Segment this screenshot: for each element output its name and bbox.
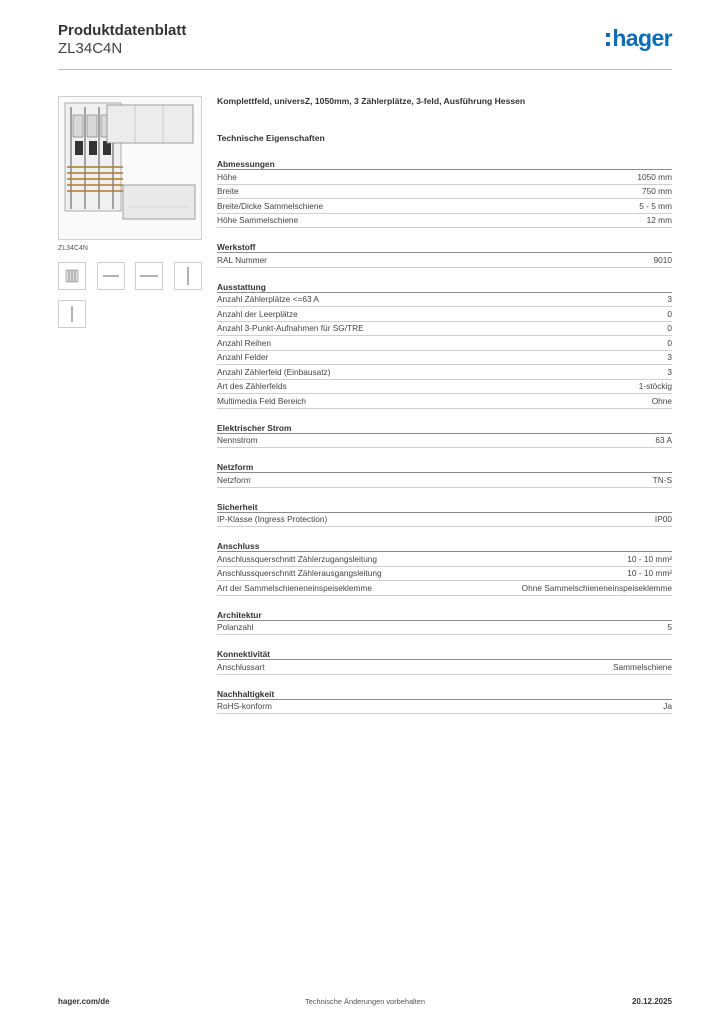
property-row xyxy=(217,307,672,322)
property-row xyxy=(217,434,672,449)
property-row xyxy=(217,567,672,582)
group-title: Ausstattung xyxy=(217,281,672,293)
property-row xyxy=(217,380,672,395)
property-value: 0 xyxy=(667,308,672,319)
property-label: Multimedia Feld Bereich xyxy=(217,395,306,406)
property-label: Breite xyxy=(217,186,239,197)
property-label: Anschlussquerschnitt Zählerzugangsleitung xyxy=(217,553,378,564)
property-label: Polanzahl xyxy=(217,622,254,633)
footer-website[interactable]: hager.com/de xyxy=(58,997,110,1006)
property-label: Netzform xyxy=(217,474,251,485)
property-row xyxy=(217,700,672,715)
property-row xyxy=(217,336,672,351)
property-value: Ja xyxy=(663,701,672,712)
product-code: ZL34C4N xyxy=(58,40,123,57)
hager-logo xyxy=(606,27,672,50)
property-value: 9010 xyxy=(653,254,672,265)
property-value: 0 xyxy=(667,323,672,334)
meter-panel-illustration xyxy=(59,97,201,239)
property-label: Anschlussquerschnitt Zählerausgangsleitung xyxy=(217,568,382,579)
property-value: 3 xyxy=(667,352,672,363)
property-row xyxy=(217,185,672,200)
property-row xyxy=(217,660,672,675)
logo-dots-icon xyxy=(606,33,610,46)
property-row xyxy=(217,293,672,308)
property-value: 1050 mm xyxy=(637,171,672,182)
property-value: 3 xyxy=(667,366,672,377)
property-group xyxy=(217,461,672,488)
property-label: Art der Sammelschieneneinspeiseklemme xyxy=(217,582,372,593)
property-label: IP-Klasse (Ingress Protection) xyxy=(217,514,328,525)
property-label: Anzahl Zählerplätze <=63 A xyxy=(217,294,319,305)
property-label: Anzahl Reihen xyxy=(217,337,271,348)
property-groups xyxy=(217,158,672,714)
product-image[interactable] xyxy=(58,96,202,240)
property-value: 5 - 5 mm xyxy=(639,200,672,211)
property-row xyxy=(217,394,672,409)
technical-properties-heading: Technische Eigenschaften xyxy=(217,133,325,143)
property-label: Nennstrom xyxy=(217,435,258,446)
property-label: Anzahl der Leerplätze xyxy=(217,308,298,319)
property-group xyxy=(217,501,672,528)
property-group xyxy=(217,648,672,675)
document-title: Produktdatenblatt xyxy=(58,22,187,39)
property-label: RAL Nummer xyxy=(217,254,267,265)
property-label: Anzahl 3-Punkt-Aufnahmen für SG/TRE xyxy=(217,323,364,334)
property-row xyxy=(217,365,672,380)
property-group xyxy=(217,422,672,449)
property-row xyxy=(217,322,672,337)
property-group xyxy=(217,281,672,409)
thumbnail-5[interactable] xyxy=(58,300,86,328)
group-title: Netzform xyxy=(217,461,672,473)
property-row xyxy=(217,581,672,596)
product-data-section xyxy=(217,96,672,727)
page-footer xyxy=(58,997,672,1009)
logo-text: hager xyxy=(612,25,672,51)
group-title: Sicherheit xyxy=(217,501,672,513)
property-row xyxy=(217,170,672,185)
thumbnail-2[interactable] xyxy=(97,262,125,290)
property-value: 5 xyxy=(667,622,672,633)
property-value: Ohne Sammelschieneneinspeiseklemme xyxy=(521,582,672,593)
product-description: Komplettfeld, universZ, 1050mm, 3 Zählerplätze, 3-feld, Ausführung Hessen xyxy=(217,96,526,106)
footer-notice: Technische Änderungen vorbehalten xyxy=(305,997,425,1006)
property-label: Anzahl Felder xyxy=(217,352,269,363)
thumbnail-3[interactable] xyxy=(135,262,163,290)
property-row xyxy=(217,199,672,214)
property-value: 3 xyxy=(667,294,672,305)
property-group xyxy=(217,609,672,636)
group-title: Architektur xyxy=(217,609,672,621)
group-title: Werkstoff xyxy=(217,241,672,253)
property-group xyxy=(217,158,672,228)
property-value: 12 mm xyxy=(646,215,672,226)
property-value: 10 - 10 mm² xyxy=(627,568,672,579)
page-header xyxy=(58,20,672,70)
group-title: Abmessungen xyxy=(217,158,672,170)
property-row xyxy=(217,473,672,488)
property-value: 0 xyxy=(667,337,672,348)
property-label: Breite/Dicke Sammelschiene xyxy=(217,200,324,211)
property-label: Höhe Sammelschiene xyxy=(217,215,299,226)
property-row xyxy=(217,351,672,366)
property-value: Sammelschiene xyxy=(612,661,672,672)
property-row xyxy=(217,253,672,268)
property-value: 63 A xyxy=(655,435,672,446)
property-row xyxy=(217,513,672,528)
property-label: Art des Zählerfelds xyxy=(217,381,287,392)
thumbnail-1[interactable] xyxy=(58,262,86,290)
group-title: Elektrischer Strom xyxy=(217,422,672,434)
property-group xyxy=(217,688,672,715)
property-value: 1-stöckig xyxy=(638,381,672,392)
property-value: 750 mm xyxy=(642,186,672,197)
property-value: TN-S xyxy=(652,474,672,485)
property-value: 10 - 10 mm² xyxy=(627,553,672,564)
property-label: Anzahl Zählerfeld (Einbausatz) xyxy=(217,366,331,377)
property-group xyxy=(217,241,672,268)
property-row xyxy=(217,621,672,636)
property-row xyxy=(217,552,672,567)
group-title: Nachhaltigkeit xyxy=(217,688,672,700)
group-title: Anschluss xyxy=(217,540,672,552)
property-label: RoHS-konform xyxy=(217,701,272,712)
property-group xyxy=(217,540,672,596)
property-value: Ohne xyxy=(651,395,672,406)
image-caption: ZL34C4N xyxy=(58,245,88,252)
property-row xyxy=(217,214,672,229)
thumbnail-4[interactable] xyxy=(174,262,202,290)
property-value: IP00 xyxy=(654,514,672,525)
group-title: Konnektivität xyxy=(217,648,672,660)
property-label: Anschlussart xyxy=(217,661,265,672)
property-label: Höhe xyxy=(217,171,237,182)
footer-date: 20.12.2025 xyxy=(631,997,672,1006)
